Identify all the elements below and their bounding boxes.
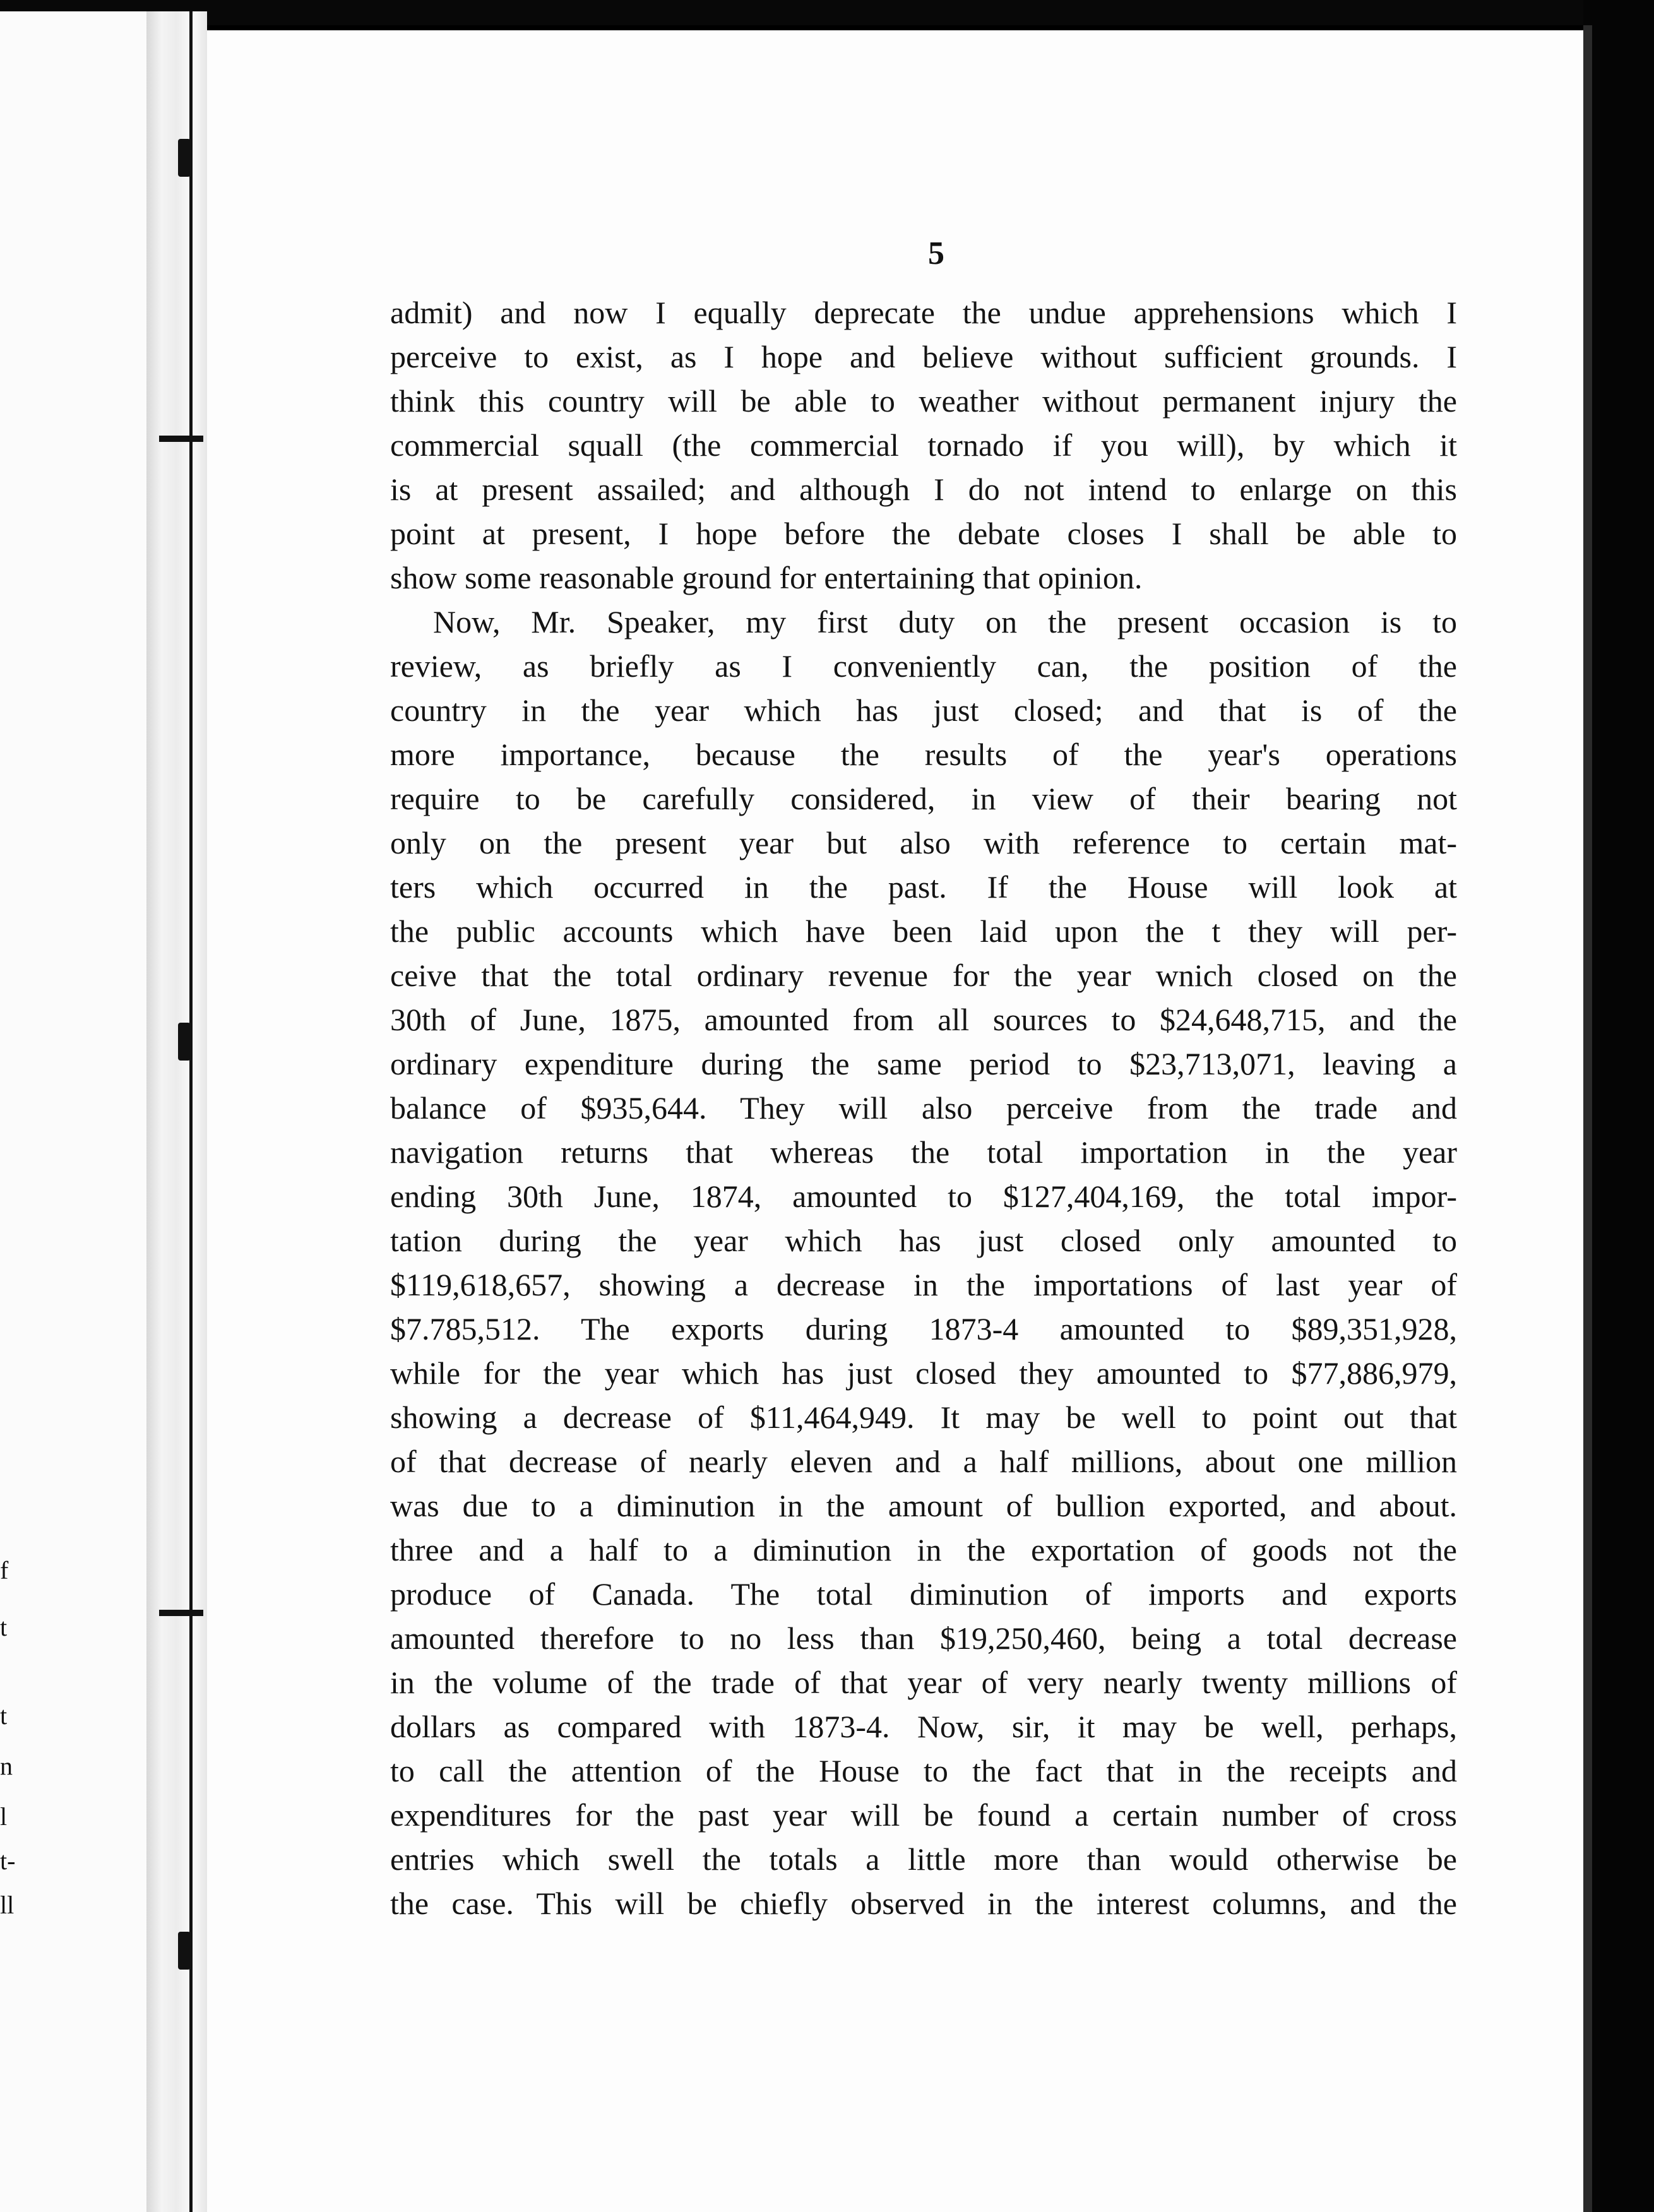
text-line: admit) and now I equally deprecate the undue apprehensions which I [390, 295, 1457, 330]
text-line: of that decrease of nearly eleven and a half millions, about one million [390, 1444, 1457, 1479]
text-line: to call the attention of the House to the fact that in the receipts and [390, 1753, 1457, 1788]
text-line: perceive to exist, as I hope and believe without sufficient grounds. I [390, 339, 1457, 374]
text-line: expenditures for the past year will be found a certain number of cross [390, 1797, 1457, 1833]
margin-char: f [0, 1556, 9, 1585]
binding-stitch [178, 1932, 191, 1970]
paragraph-start-line: Now, Mr. Speaker, my first duty on the present occasion is to [433, 604, 1457, 639]
text-line: only on the present year but also with reference to certain mat- [390, 825, 1457, 860]
text-line: the case. This will be chiefly observed in the interest columns, and the [390, 1886, 1457, 1921]
previous-page-margin-text [0, 11, 19, 2212]
binding-stitch [159, 436, 203, 442]
text-line: ordinary expenditure during the same period to $23,713,071, leaving a [390, 1046, 1457, 1081]
text-line: was due to a diminution in the amount of bullion exported, and about. [390, 1488, 1457, 1523]
margin-char: ll [0, 1891, 15, 1919]
text-line: tation during the year which has just closed only amounted to [390, 1223, 1457, 1258]
margin-char: t [0, 1701, 8, 1730]
text-line: balance of $935,644. They will also perceive from the trade and [390, 1090, 1457, 1126]
text-line: $119,618,657, showing a decrease in the importations of last year of [390, 1267, 1457, 1302]
text-line: the public accounts which have been laid upon the t they will per- [390, 913, 1457, 949]
text-line: entries which swell the totals a little more than would otherwise be [390, 1841, 1457, 1877]
text-line: navigation returns that whereas the total importation in the year [390, 1134, 1457, 1170]
text-line: review, as briefly as I conveniently can, the position of the [390, 648, 1457, 684]
margin-char: t [0, 1613, 8, 1641]
text-line: require to be carefully considered, in view of their bearing not [390, 781, 1457, 816]
text-line: in the volume of the trade of that year of very nearly twenty millions of [390, 1665, 1457, 1700]
binding-stitch [178, 139, 191, 177]
text-line: show some reasonable ground for entertaining that opinion. [390, 560, 1143, 595]
text-line: ending 30th June, 1874, amounted to $127,404,169, the total impor- [390, 1179, 1457, 1214]
text-line: think this country will be able to weather without permanent injury the [390, 383, 1457, 419]
previous-page-edge [0, 11, 148, 2212]
text-line: produce of Canada. The total diminution of imports and exports [390, 1576, 1457, 1612]
text-line: point at present, I hope before the debate closes I shall be able to [390, 516, 1457, 551]
text-line: more importance, because the results of the year's operations [390, 737, 1457, 772]
text-line: three and a half to a diminution in the exportation of goods not the [390, 1532, 1457, 1567]
text-line: $7.785,512. The exports during 1873-4 amounted to $89,351,928, [390, 1311, 1457, 1347]
text-line: amounted therefore to no less than $19,250,460, being a total decrease [390, 1620, 1457, 1656]
binding-stitch [159, 1610, 203, 1616]
page-right-edge-shadow [1583, 25, 1592, 2212]
margin-char: t- [0, 1846, 16, 1875]
text-line: country in the year which has just closed; and that is of the [390, 693, 1457, 728]
binding-stitch [178, 1023, 191, 1061]
page-number: 5 [928, 235, 944, 271]
book-binding-gutter [146, 11, 207, 2212]
body-text [390, 290, 1457, 1925]
text-line: commercial squall (the commercial tornado if you will), by which it [390, 427, 1457, 463]
binding-thread-line [189, 11, 193, 2212]
text-line: 30th of June, 1875, amounted from all sources to $24,648,715, and the [390, 1002, 1457, 1037]
margin-char: n [0, 1752, 13, 1780]
text-line: dollars as compared with 1873-4. Now, sir, it may be well, perhaps, [390, 1709, 1457, 1744]
text-line: ceive that the total ordinary revenue for the year wnich closed on the [390, 958, 1457, 993]
text-line: showing a decrease of $11,464,949. It may be well to point out that [390, 1400, 1457, 1435]
margin-char: l [0, 1802, 8, 1831]
text-line: while for the year which has just closed they amounted to $77,886,979, [390, 1355, 1457, 1391]
scan-top-border [0, 0, 1654, 25]
text-line: is at present assailed; and although I do not intend to enlarge on this [390, 472, 1457, 507]
scan-right-border [1583, 0, 1654, 2212]
text-line: ters which occurred in the past. If the House will look at [390, 869, 1457, 905]
